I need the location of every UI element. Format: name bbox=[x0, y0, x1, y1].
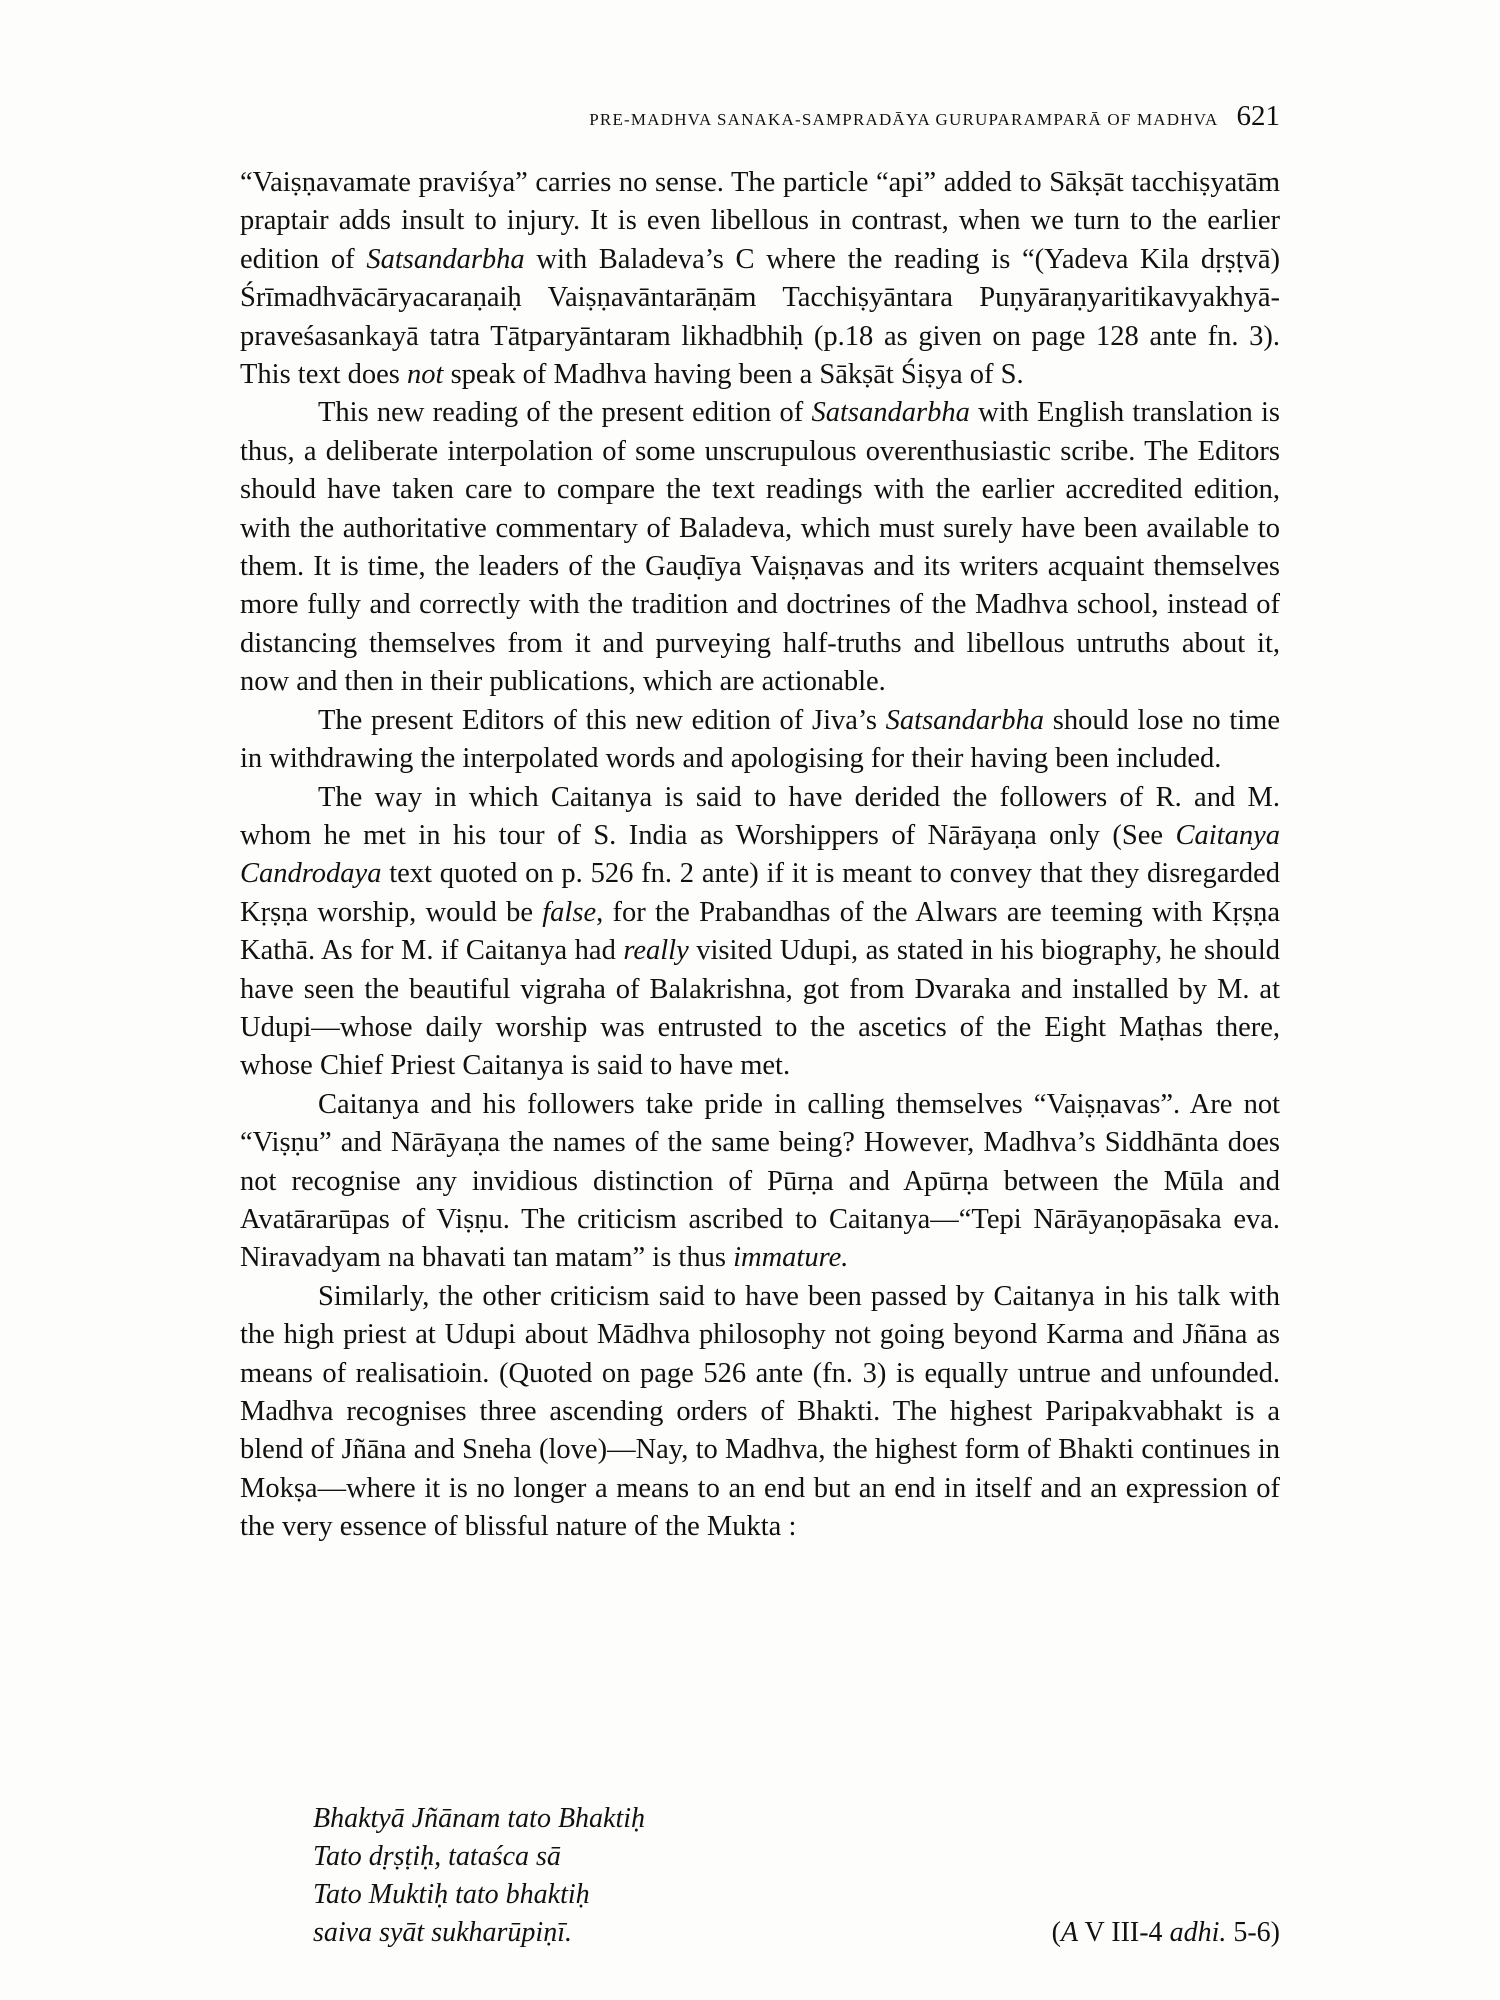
citation-source: A bbox=[1060, 1917, 1079, 1948]
verse-final-row bbox=[313, 1914, 1280, 1952]
paragraph-text: Similarly, the other criticism said to have been passed by Caitanya in his talk with the high priest at Udupi about Mādhva philosophy not going beyond Karma and Jñāna as means of realisatioin. (Quoted on page 526 ante (fn. 3) is equally untrue and unfounded. Madhva recognises three ascending orders of Bhakti. The highest Paripakvabhakt is a blend of Jñāna and Sneha (love)—Nay, to Madhva, the highest form of Bhakti continues in Mokṣa—where it is no longer a means to an end but an end in itself and an expression of the very essence of blissful nature of the Mukta : bbox=[240, 1280, 1280, 1543]
paragraph-text: with Baladeva’s C where the reading is “(Yadeva Kila dṛṣṭvā) Śrīmadhvācāryacaraṇaiḥ Vaiṣṇavāntarāṇām Tacchiṣyāntara Puṇyāraṇyaritikavyakhyā-praveśasankayā tatra Tātparyāntaram likhadbhiḥ (p.18 as given on page 128 ante fn. 3). This text does bbox=[240, 243, 1280, 391]
body-paragraph bbox=[240, 1086, 1280, 1278]
paragraph-text: speak of Madhva having been a Sākṣāt Śiṣya of S. bbox=[443, 359, 1024, 391]
italic-text: Satsandarbha bbox=[885, 704, 1045, 736]
italic-text: immature. bbox=[733, 1242, 849, 1274]
paragraph-text: should lose no time in withdrawing the interpolated words and apologising for their having been included. bbox=[240, 704, 1280, 775]
italic-text: not bbox=[407, 359, 444, 391]
verse-line: Bhaktyā Jñānam tato Bhaktiḥ bbox=[313, 1803, 646, 1834]
paragraph-text: with English translation is thus, a deliberate interpolation of some unscrupulous overenthusiastic scribe. The Editors should have taken care to compare the text readings with the earlier accredited edition, with the authoritative commentary of Baladeva, which must surely have been available to them. It is time, the leaders of the Gauḍīya Vaiṣṇavas and its writers acquaint themselves more fully and correctly with the tradition and doctrines of the Madhva school, instead of distancing themselves from it and purveying half-truths and libellous untruths about it, now and then in their publications, which are actionable. bbox=[240, 397, 1280, 698]
paragraph-text: This new reading of the present edition of bbox=[318, 397, 812, 429]
paragraph-text: The present Editors of this new edition of Jiva’s bbox=[318, 704, 886, 736]
paragraph-text: , for the Prabandhas of the Alwars are teeming with Kṛṣṇa Kathā. As for M. if Caitanya had bbox=[240, 896, 1280, 967]
paragraph-text: visited Udupi, as stated in his biography, he should have seen the beautiful vigraha of Balakrishna, got from Dvaraka and installed by M. at Udupi—whose daily worship was entrusted to the ascetics of the Eight Maṭhas there, whose Chief Priest Caitanya is said to have met. bbox=[240, 935, 1280, 1082]
verse-line: Tato dṛṣṭiḥ, tataśca sā bbox=[313, 1841, 561, 1872]
running-header bbox=[240, 100, 1280, 140]
page-number: 621 bbox=[1236, 100, 1280, 132]
body-paragraph bbox=[240, 394, 1280, 701]
verse-line: saiva syāt sukharūpiṇī. bbox=[313, 1917, 572, 1948]
paragraph-text: The way in which Caitanya is said to have derided the followers of R. and M. whom he met in his tour of S. India as Worshippers of Nārāyaṇa only (See bbox=[240, 781, 1280, 851]
verse-line: Tato Muktiḥ tato bhaktiḥ bbox=[313, 1879, 590, 1910]
body-paragraph bbox=[240, 702, 1280, 779]
paragraph-text: text quoted on p. 526 fn. 2 ante) if it is meant to convey that they disregarded Kṛṣṇa worship, would be bbox=[240, 858, 1280, 928]
italic-text: false bbox=[542, 896, 597, 928]
italic-text: Caitanya Candrodaya bbox=[240, 819, 1280, 890]
italic-text: really bbox=[623, 935, 689, 967]
verse-quotation bbox=[313, 1800, 1280, 1952]
citation-part: V III-4 bbox=[1078, 1917, 1170, 1948]
verse-citation bbox=[1052, 1914, 1280, 1952]
citation-range: 5-6) bbox=[1226, 1917, 1280, 1948]
body-text bbox=[240, 164, 1280, 1547]
running-title: PRE-MADHVA SANAKA-SAMPRADĀYA GURUPARAMPARĀ OF MADHVA bbox=[589, 110, 1219, 129]
paragraph-text: “Vaiṣṇavamate praviśya” carries no sense. The particle “api” added to Sākṣāt tacchiṣyatām praptair adds insult to injury. It is even libellous in contrast, when we turn to the earlier edition of bbox=[240, 167, 1280, 275]
citation-section: adhi. bbox=[1169, 1917, 1227, 1948]
italic-text: Satsandarbha bbox=[811, 397, 970, 429]
body-paragraph bbox=[240, 779, 1280, 1086]
body-paragraph bbox=[240, 1278, 1280, 1547]
paragraph-text: Caitanya and his followers take pride in calling themselves “Vaiṣṇavas”. Are not “Viṣṇu” and Nārāyaṇa the names of the same being? However, Madhva’s Siddhānta does not recognise any invidious distinction of Pūrṇa and Apūrṇa between the Mūla and Avatārarūpas of Viṣṇu. The criticism ascribed to Caitanya—“Tepi Nārāyaṇopāsaka eva. Niravadyam na bhavati tan matam” is thus bbox=[240, 1088, 1280, 1274]
body-paragraph bbox=[240, 164, 1280, 394]
italic-text: Satsandarbha bbox=[366, 243, 525, 275]
citation-open: ( bbox=[1051, 1917, 1061, 1948]
